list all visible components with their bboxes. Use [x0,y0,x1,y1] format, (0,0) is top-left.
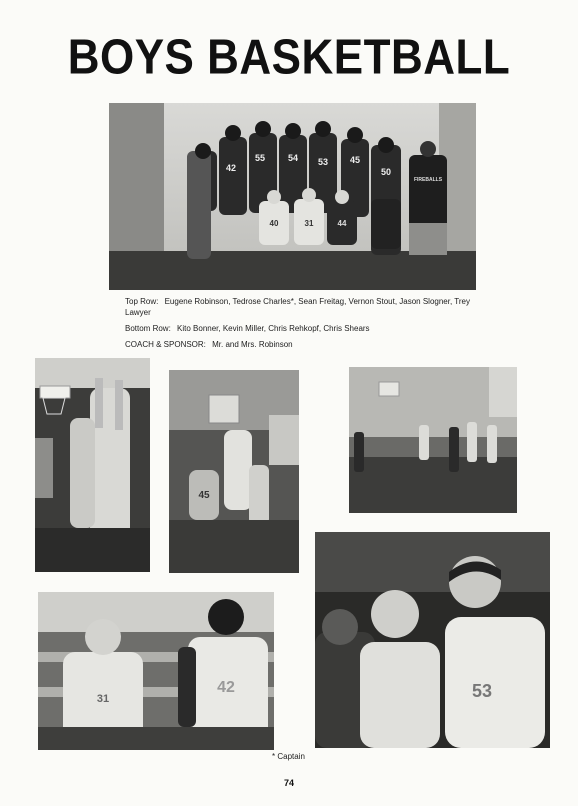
action-photo-rebound [35,358,150,572]
action-photo-shot [169,370,299,573]
caption-coach-label: COACH & SPONSOR: [125,340,206,349]
team-jersey-31: 31 [304,219,314,228]
caption-coach [125,339,475,350]
coach-shirt-text: FIREBALLS [413,177,443,183]
team-jersey-44: 44 [337,219,347,228]
caption-coach-names: Mr. and Mrs. Robinson [212,340,293,349]
team-jersey-54: 54 [287,153,299,163]
bench-photo-right [315,532,550,748]
team-jersey-42: 42 [225,163,237,173]
action-photo-court [349,367,517,513]
caption-bottom-row-names: Kito Bonner, Kevin Miller, Chris Rehkopf, Chris Shears [177,324,370,333]
bench-jersey-53: 53 [471,681,493,701]
bench-jersey-42: 42 [217,679,235,696]
team-jersey-50: 50 [380,167,392,177]
caption-top-row-names: Eugene Robinson, Tedrose Charles*, Sean Freitag, Vernon Stout, Jason Slogner, Trey Lawyer [125,297,470,317]
page-number: 74 [283,778,294,788]
team-jersey-40: 40 [269,219,279,228]
caption-top-row-label: Top Row: [125,297,159,306]
bench-jersey-31: 31 [96,693,110,705]
team-jersey-53: 53 [317,157,329,167]
captain-footnote: * Captain [272,752,305,761]
caption-bottom-row [125,323,475,334]
team-photo [109,103,476,290]
team-jersey-55: 55 [254,153,266,163]
caption-bottom-row-label: Bottom Row: [125,324,171,333]
bench-photo-left [38,592,274,750]
team-jersey-45: 45 [349,155,361,165]
caption-top-row [125,296,475,318]
page-title: BOYS BASKETBALL [67,30,511,85]
action-jersey-45: 45 [198,490,210,501]
